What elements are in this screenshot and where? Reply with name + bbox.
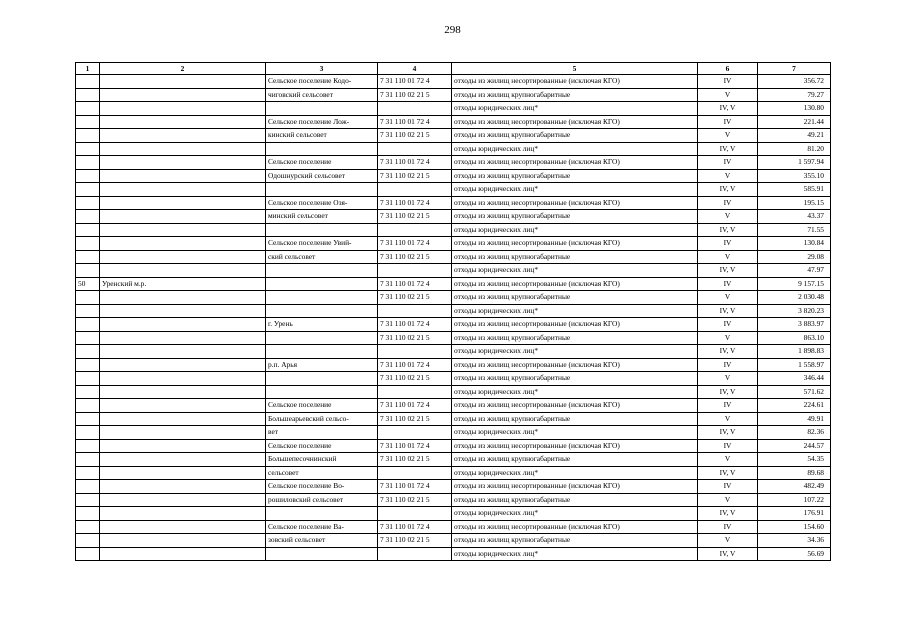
hazard-class-cell: V xyxy=(698,331,758,345)
district-cell xyxy=(100,493,266,507)
page-number: 298 xyxy=(444,24,461,36)
settlement-cell: Сельское поселение Озя- xyxy=(266,196,378,210)
table-row xyxy=(76,547,831,561)
table-row xyxy=(76,183,831,197)
volume-cell: 355.10 xyxy=(758,169,831,183)
settlement-cell xyxy=(266,507,378,521)
waste-name-cell: отходы из жилищ несортированные (исключая КГО) xyxy=(452,480,698,494)
district-cell xyxy=(100,142,266,156)
volume-cell: 585.91 xyxy=(758,183,831,197)
volume-cell: 863.10 xyxy=(758,331,831,345)
waste-name-cell: отходы из жилищ несортированные (исключая КГО) xyxy=(452,358,698,372)
waste-code-cell xyxy=(378,223,452,237)
table-row xyxy=(76,345,831,359)
column-header: 6 xyxy=(698,63,758,75)
volume-cell: 1 898.83 xyxy=(758,345,831,359)
row-number-cell xyxy=(76,237,100,251)
waste-code-cell: 7 31 110 02 21 5 xyxy=(378,493,452,507)
volume-cell: 54.35 xyxy=(758,453,831,467)
row-number-cell xyxy=(76,480,100,494)
row-number-cell xyxy=(76,534,100,548)
settlement-cell xyxy=(266,304,378,318)
waste-name-cell: отходы из жилищ крупногабаритные xyxy=(452,412,698,426)
settlement-cell: Сельское поселение xyxy=(266,156,378,170)
table-row xyxy=(76,385,831,399)
hazard-class-cell: V xyxy=(698,534,758,548)
waste-name-cell: отходы из жилищ несортированные (исключая КГО) xyxy=(452,277,698,291)
volume-cell: 356.72 xyxy=(758,75,831,89)
waste-name-cell: отходы из жилищ крупногабаритные xyxy=(452,210,698,224)
volume-cell: 2 030.48 xyxy=(758,291,831,305)
waste-code-cell: 7 31 110 02 21 5 xyxy=(378,331,452,345)
hazard-class-cell: IV xyxy=(698,520,758,534)
waste-code-cell: 7 31 110 02 21 5 xyxy=(378,372,452,386)
table-row xyxy=(76,291,831,305)
settlement-cell: Сельское поселение xyxy=(266,439,378,453)
waste-code-cell xyxy=(378,385,452,399)
waste-code-cell: 7 31 110 02 21 5 xyxy=(378,412,452,426)
volume-cell: 3 820.23 xyxy=(758,304,831,318)
waste-code-cell: 7 31 110 01 72 4 xyxy=(378,115,452,129)
hazard-class-cell: IV, V xyxy=(698,547,758,561)
district-cell xyxy=(100,115,266,129)
row-number-cell xyxy=(76,169,100,183)
volume-cell: 130.80 xyxy=(758,102,831,116)
hazard-class-cell: IV xyxy=(698,237,758,251)
waste-name-cell: отходы из жилищ несортированные (исключая КГО) xyxy=(452,520,698,534)
hazard-class-cell: V xyxy=(698,250,758,264)
district-cell xyxy=(100,88,266,102)
table-row xyxy=(76,399,831,413)
hazard-class-cell: V xyxy=(698,210,758,224)
district-cell xyxy=(100,250,266,264)
waste-name-cell: отходы из жилищ несортированные (исключая КГО) xyxy=(452,318,698,332)
hazard-class-cell: IV, V xyxy=(698,223,758,237)
settlement-cell: Большепесочнинский xyxy=(266,453,378,467)
waste-name-cell: отходы из жилищ несортированные (исключая КГО) xyxy=(452,399,698,413)
hazard-class-cell: IV, V xyxy=(698,507,758,521)
waste-name-cell: отходы из жилищ несортированные (исключая КГО) xyxy=(452,115,698,129)
table-header-row xyxy=(76,63,831,75)
table-row xyxy=(76,331,831,345)
waste-code-cell xyxy=(378,507,452,521)
row-number-cell xyxy=(76,412,100,426)
volume-cell: 3 883.97 xyxy=(758,318,831,332)
waste-code-cell: 7 31 110 01 72 4 xyxy=(378,318,452,332)
waste-name-cell: отходы юридических лиц* xyxy=(452,507,698,521)
waste-code-cell: 7 31 110 02 21 5 xyxy=(378,291,452,305)
row-number-cell xyxy=(76,183,100,197)
volume-cell: 224.61 xyxy=(758,399,831,413)
settlement-cell xyxy=(266,142,378,156)
row-number-cell xyxy=(76,520,100,534)
waste-name-cell: отходы юридических лиц* xyxy=(452,183,698,197)
settlement-cell: г. Урень xyxy=(266,318,378,332)
district-cell xyxy=(100,547,266,561)
hazard-class-cell: IV xyxy=(698,156,758,170)
district-cell xyxy=(100,183,266,197)
district-cell xyxy=(100,223,266,237)
waste-code-cell xyxy=(378,183,452,197)
volume-cell: 49.91 xyxy=(758,412,831,426)
row-number-cell xyxy=(76,75,100,89)
district-cell xyxy=(100,426,266,440)
row-number-cell xyxy=(76,250,100,264)
district-cell xyxy=(100,102,266,116)
hazard-class-cell: V xyxy=(698,169,758,183)
district-cell xyxy=(100,534,266,548)
hazard-class-cell: IV, V xyxy=(698,385,758,399)
row-number-cell xyxy=(76,88,100,102)
table-row xyxy=(76,142,831,156)
settlement-cell xyxy=(266,223,378,237)
district-cell xyxy=(100,345,266,359)
table-row xyxy=(76,480,831,494)
table-row xyxy=(76,102,831,116)
row-number-cell xyxy=(76,331,100,345)
settlement-cell xyxy=(266,277,378,291)
district-cell xyxy=(100,264,266,278)
table-row xyxy=(76,412,831,426)
volume-cell: 221.44 xyxy=(758,115,831,129)
settlement-cell: рошиловский сельсовет xyxy=(266,493,378,507)
hazard-class-cell: V xyxy=(698,453,758,467)
table-row xyxy=(76,493,831,507)
district-cell xyxy=(100,385,266,399)
settlement-cell: зовский сельсовет xyxy=(266,534,378,548)
hazard-class-cell: IV xyxy=(698,277,758,291)
waste-code-cell: 7 31 110 01 72 4 xyxy=(378,237,452,251)
row-number-cell xyxy=(76,385,100,399)
hazard-class-cell: V xyxy=(698,129,758,143)
row-number-cell xyxy=(76,493,100,507)
volume-cell: 43.37 xyxy=(758,210,831,224)
settlement-cell xyxy=(266,291,378,305)
waste-code-cell xyxy=(378,426,452,440)
waste-name-cell: отходы из жилищ крупногабаритные xyxy=(452,250,698,264)
row-number-cell xyxy=(76,102,100,116)
hazard-class-cell: V xyxy=(698,493,758,507)
volume-cell: 482.49 xyxy=(758,480,831,494)
table-row xyxy=(76,439,831,453)
waste-code-cell: 7 31 110 01 72 4 xyxy=(378,520,452,534)
row-number-cell xyxy=(76,345,100,359)
row-number-cell xyxy=(76,304,100,318)
table-row xyxy=(76,304,831,318)
table-row xyxy=(76,156,831,170)
hazard-class-cell: IV, V xyxy=(698,304,758,318)
waste-name-cell: отходы из жилищ несортированные (исключая КГО) xyxy=(452,196,698,210)
waste-code-cell: 7 31 110 01 72 4 xyxy=(378,399,452,413)
district-cell xyxy=(100,291,266,305)
hazard-class-cell: IV xyxy=(698,115,758,129)
table-row xyxy=(76,196,831,210)
volume-cell: 346.44 xyxy=(758,372,831,386)
volume-cell: 81.20 xyxy=(758,142,831,156)
waste-name-cell: отходы из жилищ несортированные (исключая КГО) xyxy=(452,439,698,453)
settlement-cell: вет xyxy=(266,426,378,440)
settlement-cell: Большеарьевский сельсо- xyxy=(266,412,378,426)
table-row xyxy=(76,318,831,332)
waste-name-cell: отходы юридических лиц* xyxy=(452,466,698,480)
table-row xyxy=(76,237,831,251)
waste-name-cell: отходы юридических лиц* xyxy=(452,264,698,278)
district-cell xyxy=(100,358,266,372)
volume-cell: 71.55 xyxy=(758,223,831,237)
table-row xyxy=(76,115,831,129)
table-row xyxy=(76,210,831,224)
volume-cell: 107.22 xyxy=(758,493,831,507)
waste-code-cell: 7 31 110 01 72 4 xyxy=(378,277,452,291)
row-number-cell xyxy=(76,196,100,210)
district-cell xyxy=(100,372,266,386)
district-cell xyxy=(100,453,266,467)
district-cell xyxy=(100,331,266,345)
row-number-cell xyxy=(76,547,100,561)
district-cell xyxy=(100,304,266,318)
settlement-cell xyxy=(266,264,378,278)
settlement-cell xyxy=(266,331,378,345)
waste-name-cell: отходы из жилищ крупногабаритные xyxy=(452,493,698,507)
waste-name-cell: отходы из жилищ несортированные (исключая КГО) xyxy=(452,75,698,89)
row-number-cell xyxy=(76,210,100,224)
settlement-cell: Сельское поселение Лож- xyxy=(266,115,378,129)
settlement-cell: Одошнурский сельсовет xyxy=(266,169,378,183)
waste-code-cell: 7 31 110 02 21 5 xyxy=(378,534,452,548)
waste-code-cell: 7 31 110 01 72 4 xyxy=(378,358,452,372)
hazard-class-cell: IV, V xyxy=(698,264,758,278)
waste-name-cell: отходы юридических лиц* xyxy=(452,426,698,440)
volume-cell: 34.36 xyxy=(758,534,831,548)
district-cell xyxy=(100,210,266,224)
row-number-cell xyxy=(76,399,100,413)
table-row xyxy=(76,129,831,143)
waste-code-cell xyxy=(378,142,452,156)
column-header: 2 xyxy=(100,63,266,75)
row-number-cell xyxy=(76,291,100,305)
row-number-cell xyxy=(76,156,100,170)
waste-name-cell: отходы из жилищ крупногабаритные xyxy=(452,169,698,183)
table-row xyxy=(76,223,831,237)
settlement-cell: р.п. Арья xyxy=(266,358,378,372)
volume-cell: 56.69 xyxy=(758,547,831,561)
waste-code-cell: 7 31 110 01 72 4 xyxy=(378,196,452,210)
hazard-class-cell: IV xyxy=(698,318,758,332)
waste-code-cell: 7 31 110 01 72 4 xyxy=(378,75,452,89)
row-number-cell xyxy=(76,507,100,521)
waste-code-cell: 7 31 110 02 21 5 xyxy=(378,169,452,183)
waste-code-cell: 7 31 110 02 21 5 xyxy=(378,88,452,102)
waste-name-cell: отходы из жилищ крупногабаритные xyxy=(452,291,698,305)
settlement-cell: Сельское поселение Кодо- xyxy=(266,75,378,89)
row-number-cell xyxy=(76,318,100,332)
settlement-cell xyxy=(266,102,378,116)
waste-code-cell: 7 31 110 01 72 4 xyxy=(378,156,452,170)
row-number-cell xyxy=(76,426,100,440)
hazard-class-cell: IV, V xyxy=(698,183,758,197)
hazard-class-cell: V xyxy=(698,88,758,102)
district-cell xyxy=(100,520,266,534)
settlement-cell xyxy=(266,385,378,399)
hazard-class-cell: IV xyxy=(698,439,758,453)
settlement-cell xyxy=(266,345,378,359)
hazard-class-cell: IV xyxy=(698,196,758,210)
settlement-cell xyxy=(266,372,378,386)
settlement-cell: Сельское поселение xyxy=(266,399,378,413)
row-number-cell: 50 xyxy=(76,277,100,291)
volume-cell: 195.15 xyxy=(758,196,831,210)
waste-table xyxy=(75,62,831,561)
table-row xyxy=(76,534,831,548)
volume-cell: 79.27 xyxy=(758,88,831,102)
table-row xyxy=(76,75,831,89)
district-cell xyxy=(100,480,266,494)
volume-cell: 49.21 xyxy=(758,129,831,143)
waste-name-cell: отходы юридических лиц* xyxy=(452,223,698,237)
row-number-cell xyxy=(76,439,100,453)
table-row xyxy=(76,88,831,102)
waste-code-cell xyxy=(378,345,452,359)
volume-cell: 82.36 xyxy=(758,426,831,440)
waste-name-cell: отходы юридических лиц* xyxy=(452,385,698,399)
settlement-cell: сельсовет xyxy=(266,466,378,480)
settlement-cell: Сельское поселение Во- xyxy=(266,480,378,494)
district-cell xyxy=(100,412,266,426)
waste-name-cell: отходы из жилищ крупногабаритные xyxy=(452,331,698,345)
hazard-class-cell: IV, V xyxy=(698,102,758,116)
waste-name-cell: отходы юридических лиц* xyxy=(452,345,698,359)
waste-name-cell: отходы из жилищ крупногабаритные xyxy=(452,453,698,467)
table-row xyxy=(76,264,831,278)
table-row xyxy=(76,453,831,467)
district-cell xyxy=(100,318,266,332)
waste-code-cell xyxy=(378,466,452,480)
hazard-class-cell: IV xyxy=(698,480,758,494)
waste-code-cell xyxy=(378,264,452,278)
volume-cell: 176.91 xyxy=(758,507,831,521)
settlement-cell xyxy=(266,183,378,197)
district-cell xyxy=(100,237,266,251)
settlement-cell: Сельское поселение Увий- xyxy=(266,237,378,251)
table-row xyxy=(76,520,831,534)
row-number-cell xyxy=(76,129,100,143)
volume-cell: 1 597.94 xyxy=(758,156,831,170)
settlement-cell: кинский сельсовет xyxy=(266,129,378,143)
waste-name-cell: отходы из жилищ крупногабаритные xyxy=(452,372,698,386)
table-row xyxy=(76,426,831,440)
table-row xyxy=(76,507,831,521)
volume-cell: 571.62 xyxy=(758,385,831,399)
row-number-cell xyxy=(76,372,100,386)
hazard-class-cell: IV, V xyxy=(698,345,758,359)
waste-code-cell: 7 31 110 02 21 5 xyxy=(378,129,452,143)
volume-cell: 89.68 xyxy=(758,466,831,480)
waste-name-cell: отходы из жилищ крупногабаритные xyxy=(452,129,698,143)
waste-name-cell: отходы из жилищ несортированные (исключая КГО) xyxy=(452,237,698,251)
district-cell xyxy=(100,129,266,143)
waste-name-cell: отходы юридических лиц* xyxy=(452,304,698,318)
row-number-cell xyxy=(76,358,100,372)
waste-name-cell: отходы юридических лиц* xyxy=(452,547,698,561)
waste-name-cell: отходы из жилищ несортированные (исключая КГО) xyxy=(452,156,698,170)
district-cell xyxy=(100,399,266,413)
hazard-class-cell: V xyxy=(698,372,758,386)
hazard-class-cell: IV xyxy=(698,75,758,89)
hazard-class-cell: V xyxy=(698,412,758,426)
settlement-cell: Сельское поселение Ва- xyxy=(266,520,378,534)
waste-code-cell xyxy=(378,304,452,318)
volume-cell: 9 157.15 xyxy=(758,277,831,291)
waste-code-cell xyxy=(378,547,452,561)
district-cell: Уренский м.р. xyxy=(100,277,266,291)
settlement-cell: минский сельсовет xyxy=(266,210,378,224)
district-cell xyxy=(100,75,266,89)
district-cell xyxy=(100,169,266,183)
hazard-class-cell: IV xyxy=(698,399,758,413)
district-cell xyxy=(100,156,266,170)
table-row xyxy=(76,277,831,291)
waste-code-cell: 7 31 110 02 21 5 xyxy=(378,210,452,224)
waste-code-cell: 7 31 110 01 72 4 xyxy=(378,439,452,453)
column-header: 5 xyxy=(452,63,698,75)
volume-cell: 154.60 xyxy=(758,520,831,534)
waste-code-cell: 7 31 110 02 21 5 xyxy=(378,453,452,467)
waste-code-cell xyxy=(378,102,452,116)
waste-code-cell: 7 31 110 01 72 4 xyxy=(378,480,452,494)
waste-name-cell: отходы юридических лиц* xyxy=(452,142,698,156)
table-row xyxy=(76,466,831,480)
volume-cell: 29.08 xyxy=(758,250,831,264)
district-cell xyxy=(100,507,266,521)
district-cell xyxy=(100,439,266,453)
hazard-class-cell: IV, V xyxy=(698,426,758,440)
district-cell xyxy=(100,196,266,210)
hazard-class-cell: IV xyxy=(698,358,758,372)
table-row xyxy=(76,250,831,264)
table-row xyxy=(76,169,831,183)
volume-cell: 130.84 xyxy=(758,237,831,251)
waste-name-cell: отходы юридических лиц* xyxy=(452,102,698,116)
column-header: 3 xyxy=(266,63,378,75)
row-number-cell xyxy=(76,115,100,129)
settlement-cell xyxy=(266,547,378,561)
row-number-cell xyxy=(76,466,100,480)
hazard-class-cell: IV, V xyxy=(698,466,758,480)
volume-cell: 47.97 xyxy=(758,264,831,278)
column-header: 4 xyxy=(378,63,452,75)
row-number-cell xyxy=(76,264,100,278)
waste-code-cell: 7 31 110 02 21 5 xyxy=(378,250,452,264)
hazard-class-cell: V xyxy=(698,291,758,305)
waste-name-cell: отходы из жилищ крупногабаритные xyxy=(452,88,698,102)
district-cell xyxy=(100,466,266,480)
row-number-cell xyxy=(76,453,100,467)
waste-name-cell: отходы из жилищ крупногабаритные xyxy=(452,534,698,548)
volume-cell: 1 558.97 xyxy=(758,358,831,372)
column-header: 7 xyxy=(758,63,831,75)
table-row xyxy=(76,358,831,372)
volume-cell: 244.57 xyxy=(758,439,831,453)
settlement-cell: чиговский сельсовет xyxy=(266,88,378,102)
hazard-class-cell: IV, V xyxy=(698,142,758,156)
row-number-cell xyxy=(76,223,100,237)
row-number-cell xyxy=(76,142,100,156)
column-header: 1 xyxy=(76,63,100,75)
table-row xyxy=(76,372,831,386)
settlement-cell: ский сельсовет xyxy=(266,250,378,264)
